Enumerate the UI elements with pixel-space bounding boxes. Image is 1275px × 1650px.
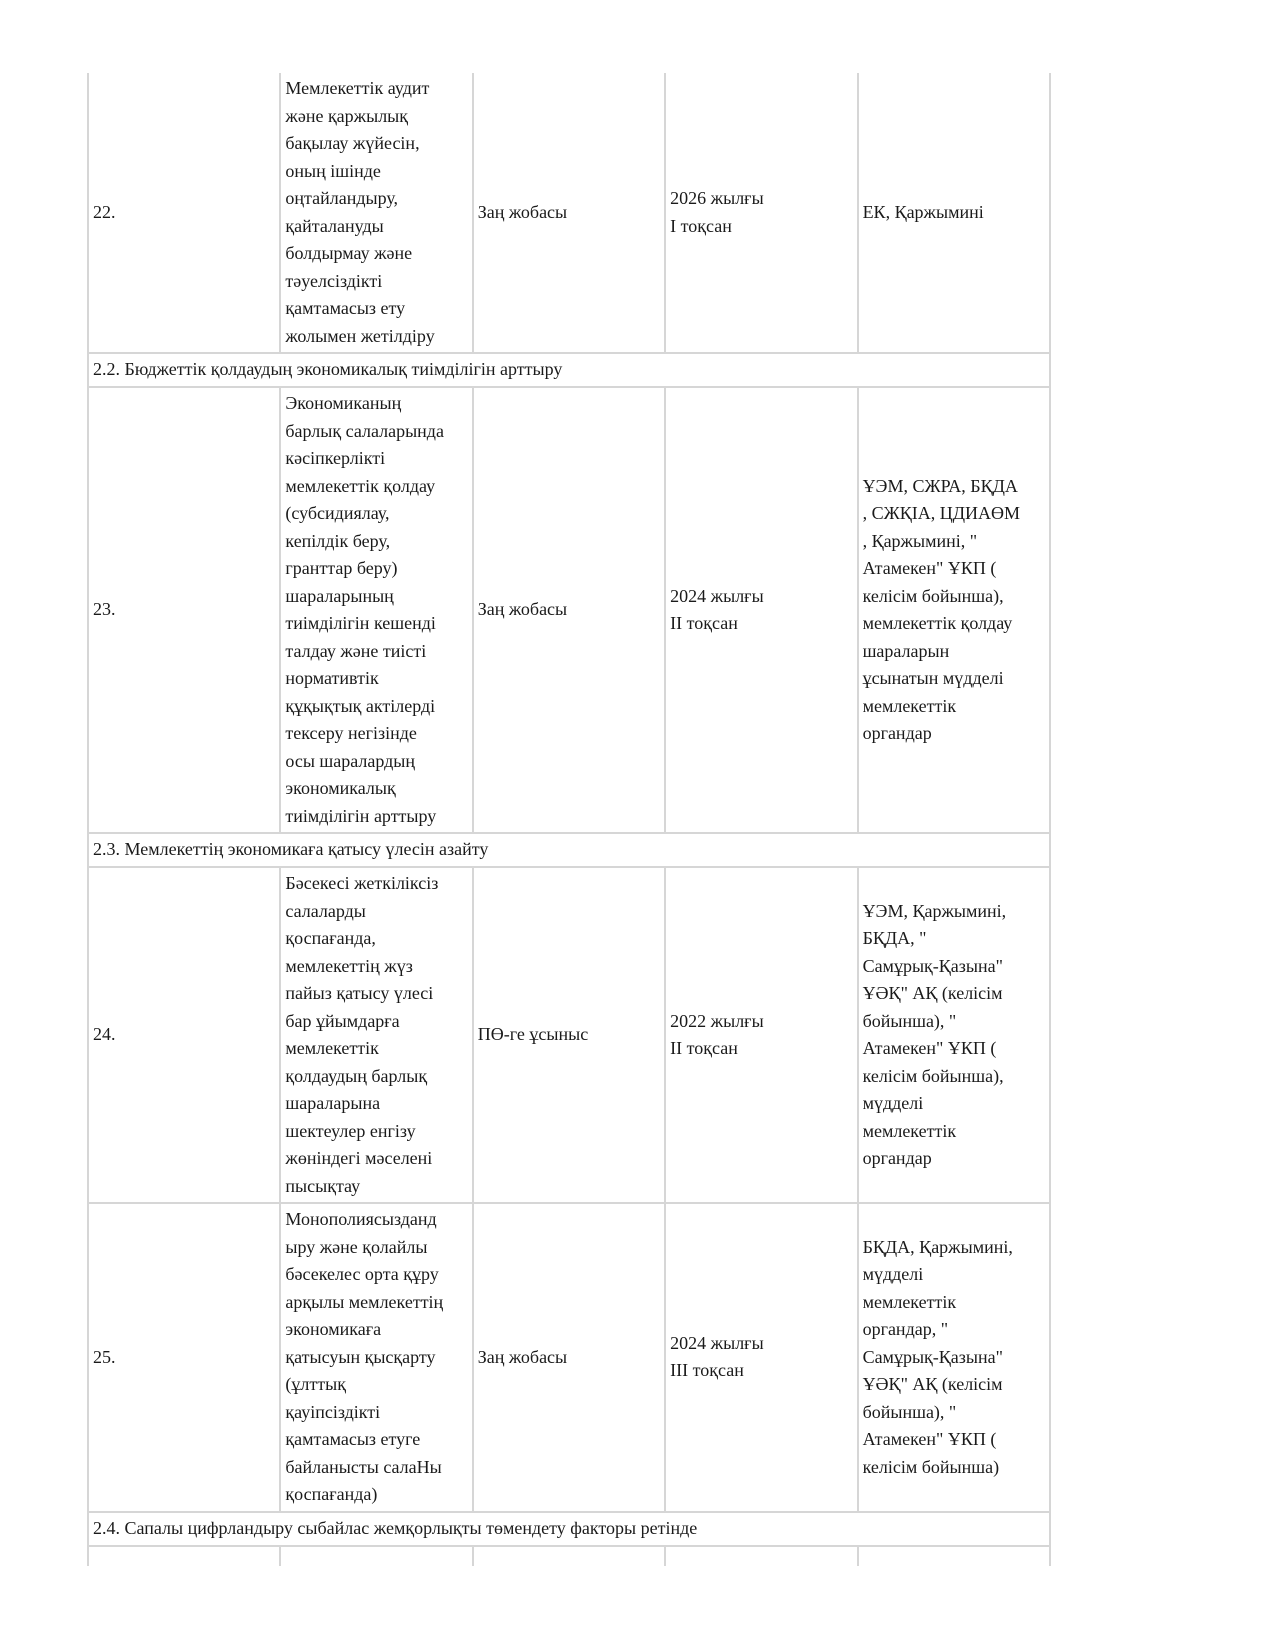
cell-line: мүдделі	[862, 1264, 924, 1284]
cell-line: бәсекелес орта құру	[285, 1264, 439, 1284]
cell-line: жолымен жетілдіру	[285, 325, 435, 346]
cell-line: Самұрық-Қазына"	[862, 955, 1003, 976]
cell-line: талдау және тиісті	[285, 640, 427, 661]
table-row	[88, 387, 1050, 833]
action-plan-table	[87, 73, 1051, 1566]
cell-line: (субсидиялау,	[285, 503, 390, 523]
cell-line: органдар, "	[862, 1319, 949, 1339]
cell-line: БҚДА, "	[862, 928, 927, 948]
cell-line: оңтайландыру,	[285, 188, 399, 208]
cell-line: Бәсекесі жеткіліксіз	[285, 873, 439, 893]
cell-line: , Қаржымині, "	[862, 530, 978, 551]
cell-line: 2024 жылғы	[670, 585, 764, 606]
cell-line: мүдделі	[862, 1093, 924, 1113]
cell-line: экономикалық	[285, 778, 396, 798]
cell-line: Экономиканың	[285, 393, 402, 413]
cell-line: қамтамасыз етуге	[285, 1429, 421, 1449]
empty-cell	[280, 1546, 472, 1566]
cell-line: Атамекен" ҰКП (	[862, 558, 997, 578]
row-number: 22.	[88, 73, 280, 353]
deadline	[665, 1203, 857, 1512]
cell-line: ЕК, Қаржымині	[862, 201, 984, 222]
cell-line: мемлекеттік қолдау	[285, 475, 436, 496]
cell-line: мемлекеттік	[862, 1291, 957, 1312]
cell-line: (ұлттық	[285, 1374, 346, 1394]
cell-line: қамтамасыз ету	[285, 298, 406, 318]
empty-cell	[858, 1546, 1050, 1566]
cell-line: кәсіпкерлікті	[285, 448, 386, 468]
cell-line: осы шаралардың	[285, 750, 416, 771]
cell-line: ІІ тоқсан	[670, 613, 738, 633]
cell-line: келісім бойынша)	[862, 1456, 1000, 1477]
cell-line: оның ішінде	[285, 160, 381, 181]
empty-cell	[665, 1546, 857, 1566]
cell-line: қауіпсіздікті	[285, 1401, 381, 1422]
cell-line: жөніндегі мәселені	[285, 1148, 433, 1168]
section-row	[88, 353, 1050, 387]
deadline	[665, 867, 857, 1203]
table-row	[88, 1546, 1050, 1566]
cell-line: Мемлекеттік аудит	[285, 78, 430, 98]
section-heading: 2.4. Сапалы цифрландыру сыбайлас жемқорлықты төмендету факторы ретінде	[88, 1512, 1050, 1546]
cell-line: ҰӘҚ" АҚ (келісім	[862, 983, 1003, 1003]
cell-line: пысықтау	[285, 1175, 361, 1196]
cell-line: Монополиясызданд	[285, 1209, 437, 1229]
responsible-parties	[858, 387, 1050, 833]
cell-line: кепілдік беру,	[285, 530, 391, 551]
cell-line: құқықтық актілерді	[285, 695, 436, 716]
cell-line: ІІ тоқсан	[670, 1038, 738, 1058]
table-row	[88, 867, 1050, 1203]
section-row	[88, 1512, 1050, 1546]
cell-line: мемлекеттік	[862, 695, 957, 716]
cell-line: тиімділігін арттыру	[285, 805, 437, 826]
row-number: 25.	[88, 1203, 280, 1512]
cell-line: және қаржылық	[285, 105, 409, 126]
cell-line: шектеулер енгізу	[285, 1120, 416, 1141]
cell-line: Атамекен" ҰКП (	[862, 1429, 997, 1449]
measure-name	[280, 1203, 472, 1512]
cell-line: шараларының	[285, 585, 394, 606]
cell-line: нормативтік	[285, 668, 379, 688]
cell-line: ІІІ тоқсан	[670, 1360, 744, 1381]
measure-name	[280, 73, 472, 353]
responsible-parties	[858, 867, 1050, 1203]
cell-line: Самұрық-Қазына"	[862, 1346, 1003, 1367]
cell-line: мемлекеттің жүз	[285, 955, 413, 976]
cell-line: тәуелсіздікті	[285, 270, 383, 291]
responsible-parties	[858, 73, 1050, 353]
cell-line: қайталануды	[285, 215, 384, 236]
empty-cell	[473, 1546, 665, 1566]
cell-line: тиімділігін кешенді	[285, 613, 436, 633]
deadline	[665, 387, 857, 833]
cell-line: қоспағанда)	[285, 1484, 378, 1504]
table-row	[88, 1203, 1050, 1512]
deadline	[665, 73, 857, 353]
section-row	[88, 833, 1050, 867]
measure-name	[280, 867, 472, 1203]
cell-line: І тоқсан	[670, 215, 732, 236]
cell-line: ыру және қолайлы	[285, 1236, 428, 1257]
cell-line: Атамекен" ҰКП (	[862, 1038, 997, 1058]
cell-line: гранттар беру)	[285, 558, 398, 578]
cell-line: мемлекеттік	[285, 1038, 379, 1058]
table-row	[88, 73, 1050, 353]
cell-line: қатысуын қысқарту	[285, 1346, 436, 1367]
cell-line: бар ұйымдарға	[285, 1010, 400, 1031]
cell-line: келісім бойынша),	[862, 585, 1004, 606]
cell-line: салаларды	[285, 900, 366, 921]
row-number: 24.	[88, 867, 280, 1203]
cell-line: ҰӘҚ" АҚ (келісім	[862, 1374, 1003, 1394]
section-heading: 2.3. Мемлекеттің экономикаға қатысу үлесін азайту	[88, 833, 1050, 867]
cell-line: мемлекеттік қолдау	[862, 613, 1013, 633]
cell-line: болдырмау және	[285, 243, 413, 263]
cell-line: ұсынатын мүдделі	[862, 668, 1004, 688]
cell-line: органдар	[862, 1148, 932, 1168]
cell-line: БҚДА, Қаржымині,	[862, 1236, 1013, 1257]
cell-line: органдар	[862, 723, 932, 743]
cell-line: 2024 жылғы	[670, 1332, 764, 1353]
cell-line: экономикаға	[285, 1319, 382, 1339]
cell-line: бойынша), "	[862, 1401, 957, 1422]
completion-form: Заң жобасы	[473, 387, 665, 833]
completion-form: Заң жобасы	[473, 1203, 665, 1512]
cell-line: барлық салаларында	[285, 420, 444, 441]
responsible-parties	[858, 1203, 1050, 1512]
cell-line: байланысты салаHы	[285, 1456, 442, 1477]
row-number: 23.	[88, 387, 280, 833]
cell-line: ҰЭМ, СЖРА, БҚДА	[862, 475, 1018, 496]
cell-line: тексеру негізінде	[285, 723, 417, 743]
cell-line: шараларына	[285, 1093, 381, 1113]
completion-form: ПӨ-ге ұсыныс	[473, 867, 665, 1203]
section-heading: 2.2. Бюджеттік қолдаудың экономикалық тиімділігін арттыру	[88, 353, 1050, 387]
cell-line: мемлекеттік	[862, 1120, 957, 1141]
cell-line: ҰЭМ, Қаржымині,	[862, 900, 1007, 921]
cell-line: , СЖҚІА, ЦДИАӨМ	[862, 503, 1020, 523]
cell-line: арқылы мемлекеттің	[285, 1291, 444, 1312]
cell-line: 2026 жылғы	[670, 188, 764, 208]
cell-line: бақылау жүйесін,	[285, 133, 420, 153]
cell-line: пайыз қатысу үлесі	[285, 983, 434, 1003]
cell-line: қолдаудың барлық	[285, 1065, 428, 1086]
cell-line: келісім бойынша),	[862, 1065, 1004, 1086]
table-body	[88, 73, 1050, 1566]
cell-line: 2022 жылғы	[670, 1010, 764, 1031]
cell-line: қоспағанда,	[285, 928, 376, 948]
measure-name	[280, 387, 472, 833]
cell-line: бойынша), "	[862, 1010, 957, 1031]
completion-form: Заң жобасы	[473, 73, 665, 353]
empty-cell	[88, 1546, 280, 1566]
cell-line: шараларын	[862, 640, 950, 661]
